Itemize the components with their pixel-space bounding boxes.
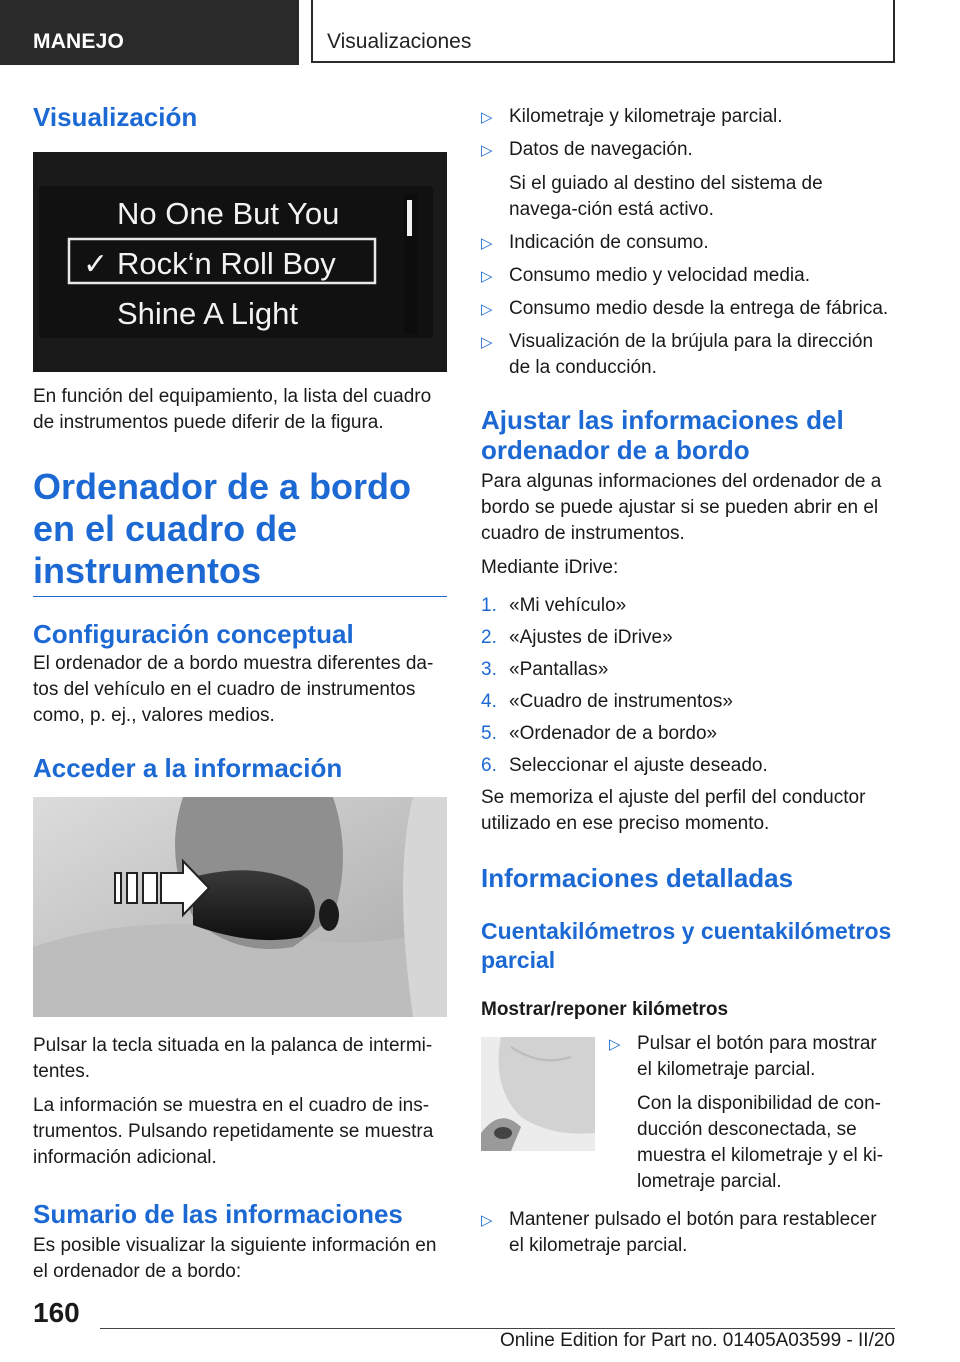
step-number: 5. (481, 723, 497, 744)
step-item (481, 657, 895, 683)
heading-visualizacion: Visualización (33, 102, 198, 132)
triangle-bullet-icon: ▷ (481, 235, 493, 252)
paragraph-acceder-1: Pulsar la tecla situada en la palanca de intermi‐tentes. (33, 1035, 433, 1082)
scrollbar-thumb (407, 200, 412, 236)
list-item-text: Mantener pulsado el botón para restablecer el kilometraje parcial. (509, 1209, 877, 1256)
triangle-bullet-icon: ▷ (481, 334, 493, 351)
step-text: Seleccionar el ajuste deseado. (509, 755, 768, 776)
heading-ajustar: Ajustar las informaciones del ordenador de a bordo (481, 405, 844, 465)
paragraph-sumario: Es posible visualizar la siguiente información en el ordenador de a bordo: (33, 1235, 437, 1282)
paragraph-mediante: Mediante iDrive: (481, 557, 619, 578)
right-column (481, 100, 895, 1259)
song-item-1: No One But You (117, 196, 340, 231)
odometer-list-2 (481, 1207, 895, 1259)
edition-note: Online Edition for Part no. 01405A03599 - II/20 (499, 1330, 895, 1351)
triangle-bullet-icon: ▷ (481, 1212, 493, 1229)
step-number: 6. (481, 755, 497, 776)
heading-mostrar-reponer: Mostrar/reponer kilómetros (481, 999, 729, 1020)
odometer-button-figure (481, 1037, 595, 1151)
list-item (481, 263, 895, 289)
triangle-bullet-icon: ▷ (481, 301, 493, 318)
heading-acceder: Acceder a la información (33, 753, 343, 783)
list-item-text: Visualización de la brújula para la dirección de la conducción. (509, 331, 874, 378)
list-item (481, 230, 895, 256)
page-number: 160 (33, 1297, 80, 1328)
song-item-3: Shine A Light (117, 296, 298, 331)
list-item (481, 296, 895, 322)
step-item (481, 625, 895, 651)
figure-caption: En función del equipamiento, la lista del cuadro de instrumentos puede diferir de la figura. (33, 386, 432, 433)
lever-illustration (33, 797, 447, 1017)
triangle-bullet-icon: ▷ (609, 1036, 621, 1053)
song-list-screen (33, 152, 447, 372)
triangle-bullet-icon: ▷ (481, 109, 493, 126)
list-item-text: Kilometraje y kilometraje parcial. (509, 106, 783, 127)
step-number: 4. (481, 691, 497, 712)
list-item-subtext: Si el guiado al destino del sistema de navega‐ción está activo. (509, 173, 823, 220)
paragraph-ajustar: Para algunas informaciones del ordenador de a bordo se puede ajustar si se pueden abrir en el cuadro de instrumentos. (481, 471, 882, 544)
instrument-cluster-button-illustration (481, 1037, 595, 1151)
paragraph-memoriza: Se memoriza el ajuste del perfil del conductor utilizado en ese preciso momento. (481, 787, 866, 834)
step-item (481, 593, 895, 619)
list-item-text: Datos de navegación. (509, 139, 693, 160)
step-item (481, 721, 895, 747)
step-item (481, 753, 895, 779)
step-number: 3. (481, 659, 497, 680)
song-list-figure (33, 152, 447, 372)
heading-detalladas: Informaciones detalladas (481, 863, 794, 893)
list-item (481, 137, 895, 223)
step-text: «Ordenador de a bordo» (509, 723, 718, 744)
list-item-text: Consumo medio y velocidad media. (509, 265, 810, 286)
heading-ordenador: Ordenador de a bordo en el cuadro de instrumentos (33, 466, 447, 597)
info-list (481, 104, 895, 381)
list-item (481, 329, 895, 381)
song-item-2: Rock‘n Roll Boy (117, 246, 336, 281)
chapter-title: Visualizaciones (311, 0, 895, 63)
list-item-subtext: Con la disponibilidad de con‐ducción desconectada, se muestra el kilometraje y el ki‐lometraje parcial. (637, 1093, 884, 1192)
triangle-bullet-icon: ▷ (481, 268, 493, 285)
list-item (481, 104, 895, 130)
list-item-text: Pulsar el botón para mostrar el kilometraje parcial. (637, 1033, 877, 1080)
step-text: «Ajustes de iDrive» (509, 627, 673, 648)
footer-rule (100, 1328, 895, 1329)
list-item (609, 1031, 895, 1195)
triangle-bullet-icon: ▷ (481, 142, 493, 159)
step-number: 2. (481, 627, 497, 648)
section-label: MANEJO (0, 0, 299, 65)
odometer-section (481, 1031, 895, 1207)
step-text: «Pantallas» (509, 659, 609, 680)
heading-configuracion: Configuración conceptual (33, 619, 354, 649)
paragraph-acceder-2: La información se muestra en el cuadro de ins‐trumentos. Pulsando repetidamente se muestra información adicional. (33, 1095, 434, 1168)
left-column (33, 100, 447, 1285)
heading-sumario: Sumario de las informaciones (33, 1199, 403, 1229)
list-item-text: Indicación de consumo. (509, 232, 709, 253)
odometer-list (609, 1031, 895, 1195)
step-item (481, 689, 895, 715)
heading-cuentakilometros: Cuentakilómetros y cuentakilómetros parcial (481, 918, 892, 973)
step-text: «Cuadro de instrumentos» (509, 691, 733, 712)
step-text: «Mi vehículo» (509, 595, 627, 616)
turn-signal-lever-figure (33, 797, 447, 1017)
check-icon: ✓ (83, 247, 109, 282)
paragraph-configuracion: El ordenador de a bordo muestra diferentes da‐tos del vehículo en el cuadro de instrumentos como, p. ej., valores medios. (33, 653, 434, 726)
list-item (481, 1207, 895, 1259)
list-item-text: Consumo medio desde la entrega de fábrica. (509, 298, 889, 319)
step-number: 1. (481, 595, 497, 616)
steps-list (481, 593, 895, 779)
